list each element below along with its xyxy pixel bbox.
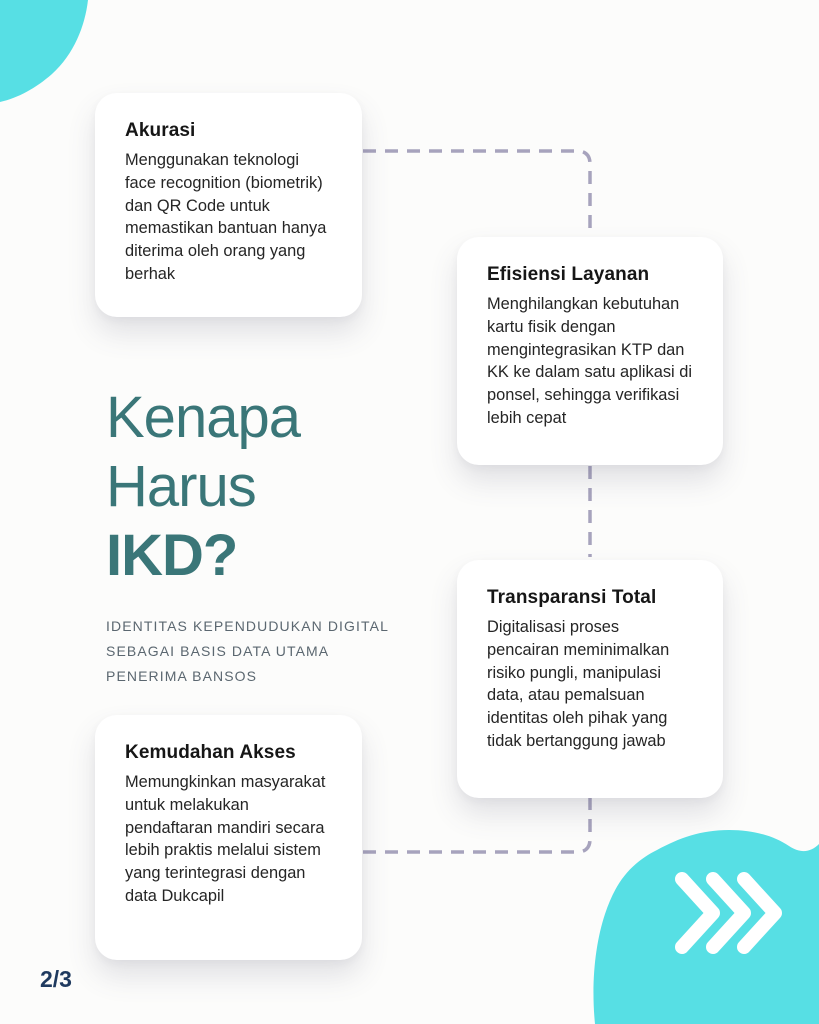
- page-title: [106, 383, 389, 590]
- card-kemudahan-body: Memungkinkan masyarakat untuk melakukan pendaftaran mandiri secara lebih praktis melalui sistem yang terintegrasi dengan data Dukcapil: [125, 773, 326, 905]
- card-efisiensi-layanan: [457, 237, 723, 465]
- card-kemudahan-heading: Kemudahan Akses: [125, 742, 296, 763]
- connector-akurasi-to-efisiensi: [363, 151, 590, 236]
- connector-kemudahan-to-transparansi: [363, 798, 590, 852]
- title-line-1: Kenapa: [106, 385, 300, 450]
- card-transparansi-heading: Transparansi Total: [487, 587, 657, 608]
- page-subtitle: [106, 614, 389, 689]
- card-transparansi-body: Digitalisasi proses pencairan meminimalkan risiko pungli, manipulasi data, atau pemalsuan identitas oleh pihak yang tidak bertanggung jawab: [487, 618, 670, 750]
- card-kemudahan-akses: [95, 715, 362, 960]
- card-efisiensi-heading: Efisiensi Layanan: [487, 264, 650, 285]
- subtitle-line-2: SEBAGAI BASIS DATA UTAMA: [106, 643, 330, 659]
- title-line-2: Harus: [106, 454, 256, 519]
- title-block: [106, 383, 389, 689]
- subtitle-line-3: PENERIMA BANSOS: [106, 668, 258, 684]
- bottom-right-blob-shape: [589, 824, 819, 1024]
- page-number: 2/3: [40, 966, 72, 992]
- card-akurasi: [95, 93, 362, 317]
- top-left-blob-shape: [0, 0, 110, 108]
- title-line-3: IKD?: [106, 523, 238, 588]
- card-efisiensi-body: Menghilangkan kebutuhan kartu fisik dengan mengintegrasikan KTP dan KK ke dalam satu aplikasi di ponsel, sehingga verifikasi lebih cepat: [487, 295, 692, 427]
- subtitle-line-1: IDENTITAS KEPENDUDUKAN DIGITAL: [106, 618, 389, 634]
- card-akurasi-body: Menggunakan teknologi face recognition (biometrik) dan QR Code untuk memastikan bantuan hanya diterima oleh orang yang berhak: [125, 151, 327, 283]
- card-transparansi-total: [457, 560, 723, 798]
- card-akurasi-heading: Akurasi: [125, 120, 196, 141]
